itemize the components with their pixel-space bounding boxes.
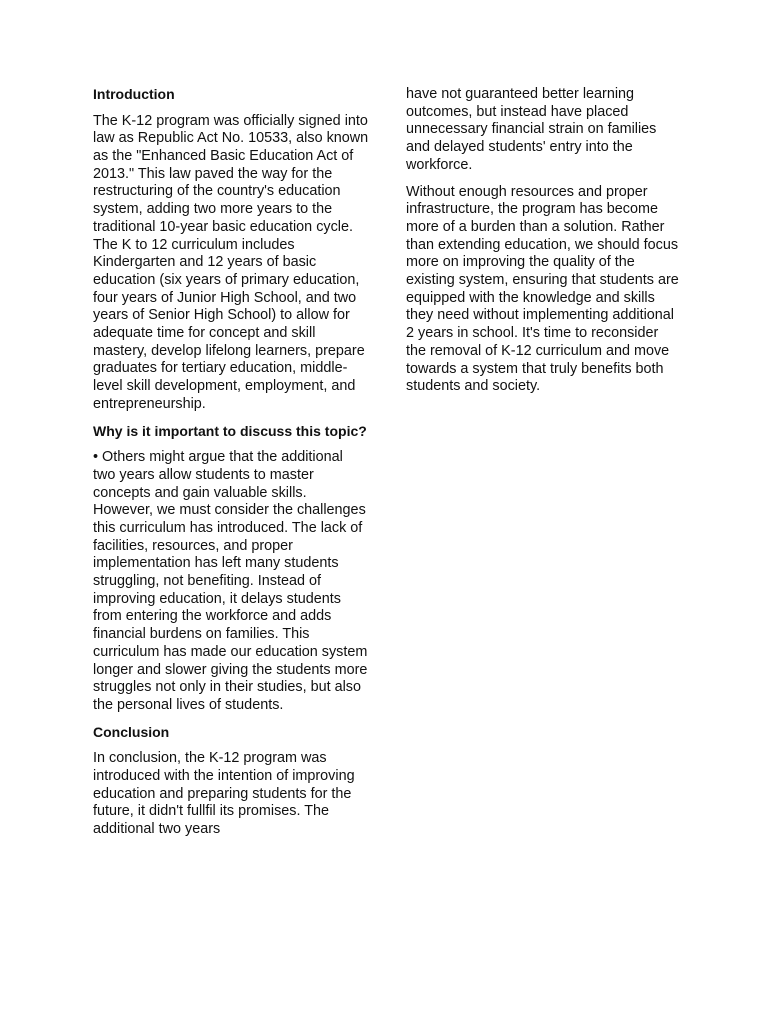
conclusion-paragraph: In conclusion, the K-12 program was introduced with the intention of improving education and preparing students for the future, it didn't fullfil its promises. The additional two years xyxy=(93,750,355,838)
right-column xyxy=(406,86,682,405)
conclusion-heading: Conclusion xyxy=(93,723,170,740)
conclusion-continuation-paragraph: have not guaranteed better learning outcomes, but instead have placed unnecessary financial strain on families and delayed students' entry into the workforce. xyxy=(406,86,657,173)
introduction-paragraph: The K-12 program was officially signed into law as Republic Act No. 10533, also known as the "Enhanced Basic Education Act of 2013." This law paved the way for the restructuring of the country's education system, adding two more years to the traditional 10-year basic education cycle. The K to 12 curriculum includes Kindergarten and 12 years of basic education (six years of primary education, four years of Junior High School, and two years of Senior High School) to allow for adequate time for concept and skill mastery, develop lifelong learners, prepare graduates for tertiary education, middle-level skill development, employment, and entrepreneurship. xyxy=(93,112,369,412)
why-important-paragraph: • Others might argue that the additional two years allow students to master concepts and gain valuable skills. However, we must consider the challenges this curriculum has introduced. The lack of facilities, resources, and proper implementation has left many students struggling, not benefiting. Instead of improving education, it delays students from entering the workforce and adds financial burdens on families. This curriculum has made our education system longer and slower giving the students more struggles not only in their studies, but also the personal lives of students. xyxy=(93,449,368,713)
left-column xyxy=(93,86,369,848)
final-paragraph: Without enough resources and proper infrastructure, the program has become more of a burden than a solution. Rather than extending education, we should focus more on improving the quality of the existing system, ensuring that students are equipped with the knowledge and skills they need without implementing additional 2 years in school. It's time to reconsider the removal of K-12 curriculum and move towards a system that truly benefits both students and society. xyxy=(406,183,679,395)
why-important-heading: Why is it important to discuss this topic? xyxy=(93,422,367,439)
introduction-heading: Introduction xyxy=(93,86,175,102)
